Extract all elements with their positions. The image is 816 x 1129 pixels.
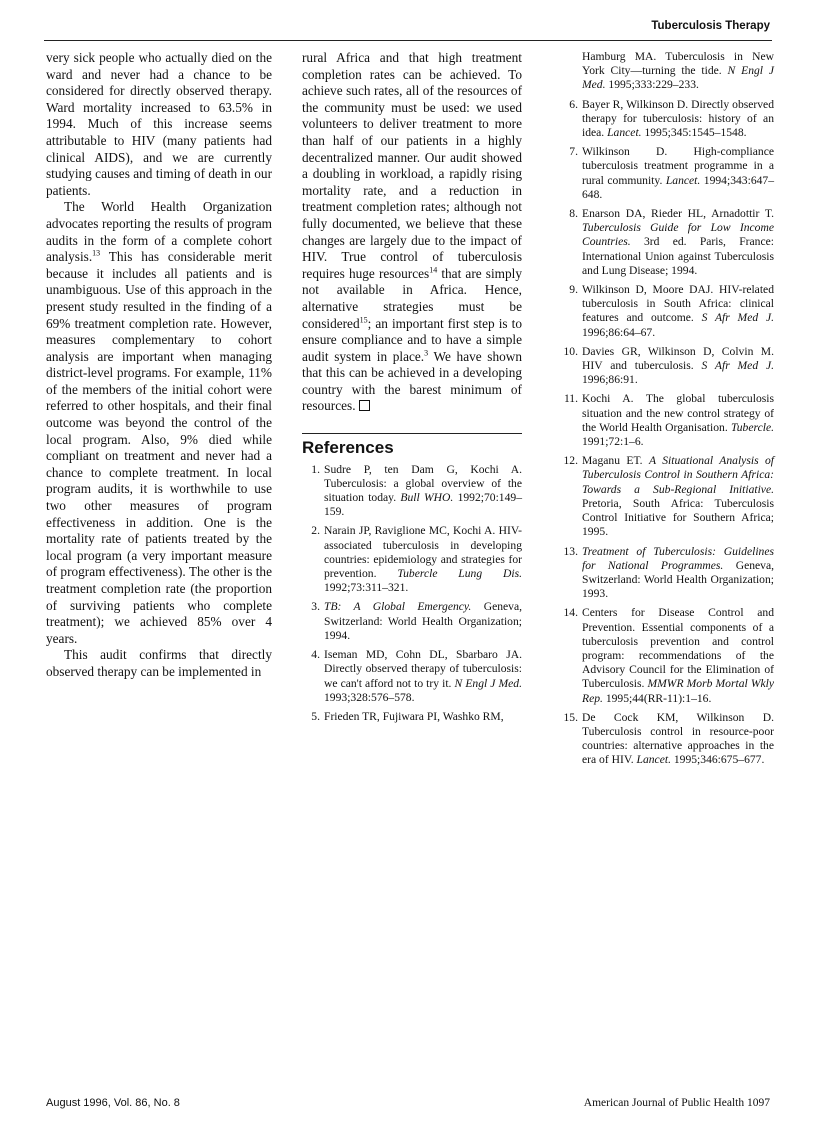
reference-item: 4. Iseman MD, Cohn DL, Sbarbaro JA. Directly observed therapy of tuberculosis: we can't afford not to try it. N Engl J Med. 1993;328:576–578. — [311, 648, 522, 704]
reference-item: 13. Treatment of Tuberculosis: Guidelines for National Programmes. Geneva, Switzerland: World Health Organization; 1993. — [563, 544, 775, 601]
references-heading: References — [302, 438, 394, 458]
paragraph: The World Health Organization advocates reporting the results of program audits in the form of a complete cohort analysis.$^{13}$ This has considerable merit because it includes all patients and is unambiguous. Use of this approach in the present study resulted in the finding of a 69% treatment completion rate. However, measures complementary to cohort analysis are important when managing district-level programs. For example, 11% of the members of the initial cohort were referred to other hospitals, and their final outcome was beyond the control of the local program. Also, 9% died while compliant on treatment and never had a chance to complete treatment. In local program audits, it is worthwhile to use two other measures of program effectiveness in addition. One is the mortality rate of patients treated by the local program (a very important measure of program effectiveness). The other is the treatment completion rate (the proportion of surviving patients who complete treatment); we achieved 85% over 4 years. — [46, 199, 272, 646]
references-column — [556, 50, 774, 773]
paragraph: very sick people who actually died on the ward and never had a chance to be considered for directly observed therapy. Ward mortality increased to 63.5% in 1994. Much of this increase seems attributable to HIV (many patients had clinical AIDS), and we are currently studying causes and timing of death in our patients. — [46, 50, 272, 198]
running-header: Tuberculosis Therapy — [651, 20, 770, 32]
reference-item: 12. Maganu ET. A Situational Analysis of Tuberculosis Control in Southern Africa: Towards a Sub-Regional Initiative. Pretoria, South Africa: Tuberculosis Control Initiative for Southern Africa; 1995. — [563, 454, 774, 539]
reference-item: 7. Wilkinson D. High-compliance tuberculosis treatment programme in a rural community. Lancet. 1994;343:647–648. — [569, 145, 775, 201]
paragraph: rural Africa and that high treatment completion rates can be achieved. To achieve such rates, all of the resources of the community must be used: we used volunteers to deliver treatment to more than half of our patients in a highly decentralized manner. Our audit showed a doubling in workload, a rapidly rising mortality rate, and a reduction in treatment completion rates; although not fully documented, we believe that these changes are largely due to the impact of HIV. True control of tuberculosis requires huge resources$^{14}$ that are simply not available in Africa. Hence, alternative strategies must be considered$^{15}$; an important first step is to ensure compliance and to have a simple audit system in place.$^3$ We have shown that this can be achieved in a developing country with the barest minimum of resources. — [302, 50, 522, 414]
text-column-2 — [302, 50, 522, 729]
reference-item: 3. TB: A Global Emergency. Geneva, Switzerland: World Health Organization; 1994. — [311, 600, 522, 642]
reference-item: 1. Sudre P, ten Dam G, Kochi A. Tuberculosis: a global overview of the situation today. Bull WHO. 1992;70:149–159. — [311, 462, 522, 519]
text-column-1 — [46, 50, 272, 681]
header-rule — [44, 40, 772, 41]
reference-item: 5. Frieden TR, Fujiwara PI, Washko RM, — [311, 709, 504, 723]
footer-journal-page: American Journal of Public Health 1097 — [583, 1097, 770, 1109]
reference-item: 2. Narain JP, Raviglione MC, Kochi A. HIV-associated tuberculosis in developing countries: epidemiology and strategies for prevention. Tubercle Lung Dis. 1992;73:311–321. — [311, 524, 522, 595]
reference-item: 10. Davies GR, Wilkinson D, Colvin M. HIV and tuberculosis. S Afr Med J. 1996;86:91. — [563, 344, 774, 387]
reference-item: 6. Bayer R, Wilkinson D. Directly observed therapy for tuberculosis: history of an idea. Lancet. 1995;345:1545–1548. — [569, 97, 774, 140]
reference-item: 11. Kochi A. The global tuberculosis situation and the new control strategy of the World Health Organisation. Tubercle. 1991;72:1–6. — [563, 392, 774, 449]
reference-item-continued: Hamburg MA. Tuberculosis in New York City—turning the tide. N Engl J Med. 1995;333:229–233. — [582, 50, 775, 92]
reference-item: 14. Centers for Disease Control and Prevention. Essential components of a tuberculosis prevention and control program: recommendations of the Advisory Council for the Elimination of Tuberculosis. MMWR Morb Mortal Wkly Rep. 1995;44(RR-11):1–16. — [563, 606, 774, 705]
reference-item: 9. Wilkinson D, Moore DAJ. HIV-related tuberculosis in South Africa: clinical features and outcome. S Afr Med J. 1996;86:64–67. — [569, 283, 774, 339]
reference-item: 15. De Cock KM, Wilkinson D. Tuberculosis control in resource-poor countries: alternative approaches in the era of HIV. Lancet. 1995;346:675–677. — [563, 710, 774, 767]
end-mark-icon — [359, 400, 370, 411]
reference-item: 8. Enarson DA, Rieder HL, Arnadottir T. Tuberculosis Guide for Low Income Countries. 3rd ed. Paris, France: International Union against Tuberculosis and Lung Disease; 1994. — [569, 207, 774, 277]
footer-issue: August 1996, Vol. 86, No. 8 — [46, 1097, 180, 1109]
references-rule — [302, 433, 522, 434]
paragraph: This audit confirms that directly observed therapy can be implemented in — [46, 647, 272, 679]
